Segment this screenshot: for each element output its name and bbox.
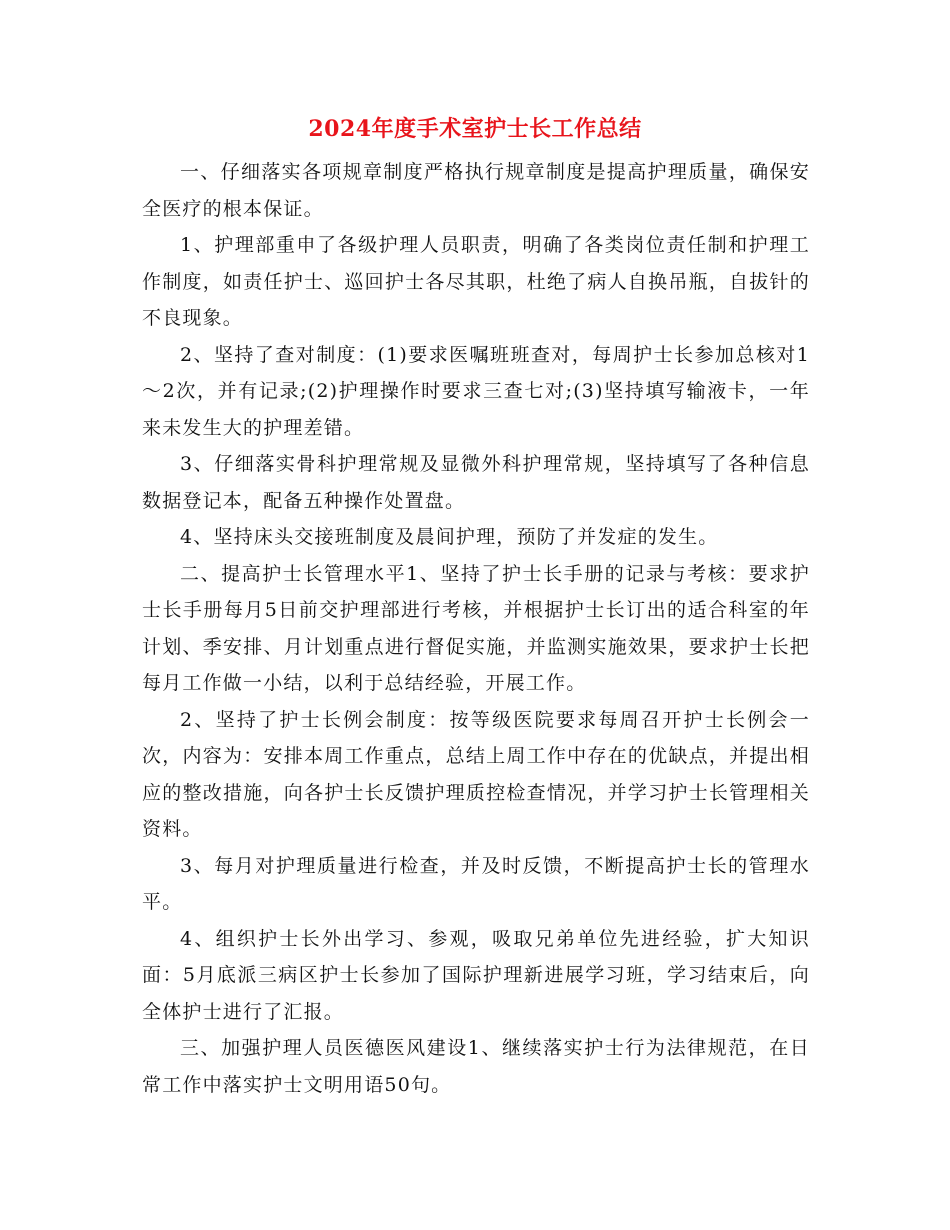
paragraph: 4、组织护士长外出学习、参观，吸取兄弟单位先进经验，扩大知识面：5月底派三病区护士长参加了国际护理新进展学习班，学习结束后，向全体护士进行了汇报。 xyxy=(142,927,810,1023)
paragraph: 一、仔细落实各项规章制度严格执行规章制度是提高护理质量，确保安全医疗的根本保证。 xyxy=(142,161,810,220)
paragraph: 三、加强护理人员医德医风建设1、继续落实护士行为法律规范，在日常工作中落实护士文明用语50句。 xyxy=(142,1037,810,1096)
paragraph: 2、坚持了护士长例会制度：按等级医院要求每周召开护士长例会一次，内容为：安排本周工作重点，总结上周工作中存在的优缺点，并提出相应的整改措施，向各护士长反馈护理质控检查情况，并学习护士长管理相关资料。 xyxy=(142,708,810,840)
paragraph: 4、坚持床头交接班制度及晨间护理，预防了并发症的发生。 xyxy=(180,526,719,548)
paragraph: 3、仔细落实骨科护理常规及显微外科护理常规，坚持填写了各种信息数据登记本，配备五种操作处置盘。 xyxy=(142,453,810,512)
paragraph: 1、护理部重申了各级护理人员职责，明确了各类岗位责任制和护理工作制度，如责任护士、巡回护士各尽其职，杜绝了病人自换吊瓶，自拔针的不良现象。 xyxy=(142,234,810,329)
document-title: 2024年度手术室护士长工作总结 xyxy=(308,116,642,142)
document-body xyxy=(142,154,810,1103)
paragraph: 2、坚持了查对制度：(1)要求医嘱班班查对，每周护士长参加总核对1～2次，并有记录;(2)护理操作时要求三查七对;(3)坚持填写输液卡，一年来未发生大的护理差错。 xyxy=(142,343,810,439)
paragraph: 二、提高护士长管理水平1、坚持了护士长手册的记录与考核：要求护士长手册每月5日前交护理部进行考核，并根据护士长订出的适合科室的年计划、季安排、月计划重点进行督促实施，并监测实施效果，要求护士长把每月工作做一小结，以利于总结经验，开展工作。 xyxy=(142,562,810,694)
paragraph: 3、每月对护理质量进行检查，并及时反馈，不断提高护士长的管理水平。 xyxy=(142,854,810,913)
